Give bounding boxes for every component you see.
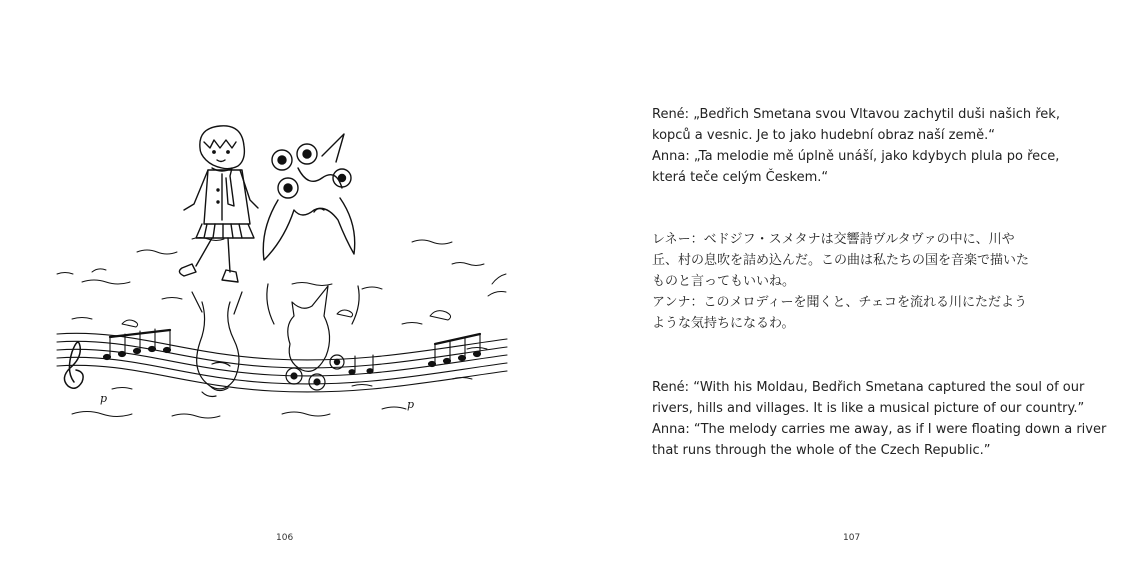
svg-text:p: p [407,398,415,411]
czech-line: která teče celým Českem.“ [652,170,829,185]
english-line: that runs through the whole of the Czech Republic.” [652,443,991,458]
girl-figure [179,126,258,282]
japanese-dialogue [652,229,1072,334]
english-line: René: “With his Moldau, Bedřich Smetana captured the soul of our [652,380,1085,395]
page-number-left: 106 [276,533,294,543]
japanese-line: レネー：ベドジフ・スメタナは交響詩ヴルタヴァの中に、川や [652,232,1015,247]
japanese-line: ものと言ってもいいね。 [652,274,796,289]
czech-line: kopců a vesnic. Je to jako hudební obraz naší země.“ [652,128,996,143]
japanese-line: アンナ：このメロディーを聞くと、チェコを流れる川にただよう [652,295,1028,310]
czech-dialogue [652,104,1072,188]
english-line: rivers, hills and villages. It is like a musical picture of our country.” [652,401,1085,416]
reflection-figures [192,284,359,397]
english-dialogue [652,377,1107,461]
czech-line: René: „Bedřich Smetana svou Vltavou zachytil duši našich řek, [652,107,1060,122]
right-page [567,0,1133,566]
page-number-right: 107 [843,533,861,543]
svg-text:p: p [100,392,108,405]
english-line: Anna: “The melody carries me away, as if I were floating down a river [652,422,1107,437]
music-staff [57,329,507,411]
japanese-line: ような気持ちになるわ。 [652,316,795,331]
japanese-line: 丘、村の息吹を詰め込んだ。この曲は私たちの国を音楽で描いた [652,253,1030,268]
girl-and-water-spirit-reflection-drawing-icon [52,124,514,444]
water-spirit-figure [263,134,354,260]
left-page [0,0,566,566]
czech-line: Anna: „Ta melodie mě úplně unáší, jako kdybych plula po řece, [652,149,1060,164]
